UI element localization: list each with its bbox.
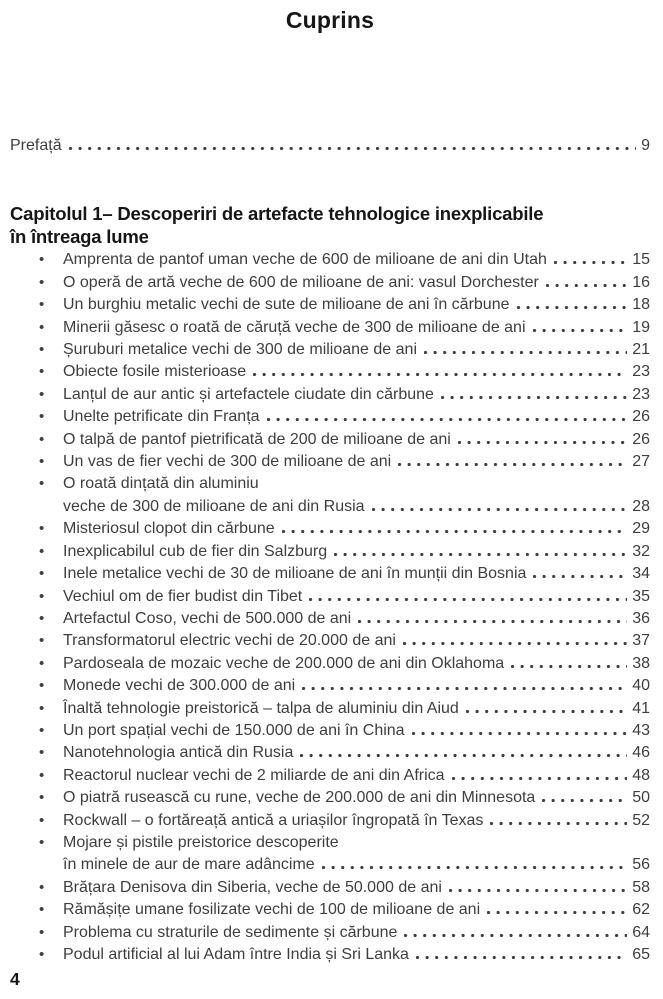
toc-entry-line [10, 877, 650, 899]
entry-text: Inexplicabilul cub de fier din Salzburg [63, 542, 328, 560]
bullet-icon: • [39, 721, 45, 739]
bullet-icon: • [39, 609, 45, 627]
page-footer-number: 4 [10, 969, 20, 989]
toc-entry-line [10, 563, 650, 585]
bullet-icon: • [39, 744, 45, 762]
toc-entry-line [10, 854, 650, 876]
dot-leader [300, 754, 627, 757]
toc-entry-line [10, 630, 650, 652]
entry-text: Minerii găsesc o roată de căruță veche de 300 de milioane de ani [63, 318, 526, 336]
entry-page-number: 15 [632, 251, 650, 269]
entry-text: veche de 300 de milioane de ani din Rusia [63, 497, 365, 515]
entry-text: O operă de artă veche de 600 de milioane de ani: vasul Dorchester [63, 273, 539, 291]
entry-text: Un vas de fier vechi de 300 de milioane de ani [63, 453, 392, 471]
bullet-icon: • [39, 341, 45, 359]
bullet-icon: • [39, 363, 45, 381]
bullet-icon: • [39, 430, 45, 448]
bullet-icon: • [39, 475, 45, 493]
bullet-icon: • [39, 453, 45, 471]
entry-text: Podul artificial al lui Adam între India și Sri Lanka [63, 946, 409, 963]
entry-text: Brățara Denisova din Siberia, veche de 50.000 de ani [63, 878, 442, 896]
dot-leader [449, 889, 627, 892]
dot-leader [542, 799, 627, 802]
entry-text: Vechiul om de fier budist din Tibet [63, 587, 303, 605]
entry-page-number: 62 [632, 901, 650, 919]
entry-text: Șuruburi metalice vechi de 300 de milioane de ani [63, 341, 417, 359]
entry-page-number: 50 [632, 789, 650, 807]
toc-entry-line [10, 541, 650, 563]
entry-text: în minele de aur de mare adâncime [63, 856, 315, 874]
dot-leader [302, 687, 627, 690]
bullet-icon: • [39, 833, 45, 851]
dot-leader [487, 911, 627, 914]
entry-text: O roată dințată din aluminiu [63, 475, 259, 493]
dot-leader [424, 351, 627, 354]
dot-leader [554, 261, 627, 264]
entry-page-number: 18 [632, 296, 650, 314]
toc-entry-line [10, 944, 650, 966]
entry-page-number: 37 [632, 632, 650, 650]
toc-entry-line [10, 317, 650, 339]
bullet-icon: • [39, 251, 45, 269]
entry-page-number: 16 [632, 273, 650, 291]
entry-page-number: 35 [632, 587, 650, 605]
bullet-icon: • [39, 587, 45, 605]
bullet-icon: • [39, 385, 45, 403]
entry-text: Problema cu straturile de sedimente și cărbune [63, 923, 398, 941]
bullet-icon: • [39, 677, 45, 695]
dot-leader [253, 373, 627, 376]
entry-text: Lanțul de aur antic și artefactele ciudate din cărbune [63, 385, 434, 403]
dot-leader [458, 441, 627, 444]
toc-entry-line [10, 675, 650, 697]
toc-entry-line [10, 272, 650, 294]
dot-leader [416, 956, 627, 959]
entry-page-number: 41 [632, 699, 650, 717]
dot-leader [533, 575, 627, 578]
entry-text: Mojare și pistile preistorice descoperite [63, 833, 339, 851]
entry-page-number: 38 [632, 654, 650, 672]
chapter-heading-line1: Capitolul 1– Descoperiri de artefacte tehnologice inexplicabile [10, 203, 544, 225]
toc-entry-line [10, 249, 650, 271]
entry-page-number: 23 [632, 363, 650, 381]
entry-page-number: 26 [632, 408, 650, 426]
toc-entry-line [10, 742, 650, 764]
chapter-heading [10, 202, 650, 248]
entry-text: O piatră rusească cu rune, veche de 200.000 de ani din Minnesota [63, 789, 536, 807]
bullet-icon: • [39, 878, 45, 896]
toc-entry-line [10, 899, 650, 921]
toc-entry-line [10, 765, 650, 787]
toc-list [10, 249, 650, 966]
bullet-icon: • [39, 542, 45, 560]
dot-leader [517, 306, 628, 309]
entry-text: Obiecte fosile misterioase [63, 363, 247, 381]
entry-page-number: 21 [632, 341, 650, 359]
dot-leader [267, 418, 628, 421]
entry-page-number: 52 [632, 811, 650, 829]
bullet-icon: • [39, 699, 45, 717]
bullet-icon: • [39, 318, 45, 336]
toc-entry-line [10, 361, 650, 383]
dot-leader [358, 620, 627, 623]
toc-entry-line [10, 698, 650, 720]
bullet-icon: • [39, 296, 45, 314]
preface-page-number: 9 [641, 137, 650, 154]
dot-leader [322, 866, 628, 869]
entry-text: Rămășițe umane fosilizate vechi de 100 de milioane de ani [63, 901, 481, 919]
entry-text: Artefactul Coso, vechi de 500.000 de ani [63, 609, 352, 627]
chapter-heading-line2: în întreaga lume [10, 226, 149, 248]
dot-leader [490, 822, 627, 825]
bullet-icon: • [39, 632, 45, 650]
entry-text: Unelte petrificate din Franța [63, 408, 260, 426]
entry-text: Un port spațial vechi de 150.000 de ani în China [63, 721, 405, 739]
dot-leader [404, 934, 627, 937]
preface-entry [10, 135, 650, 157]
entry-page-number: 19 [632, 318, 650, 336]
entry-page-number: 34 [632, 565, 650, 583]
bullet-icon: • [39, 273, 45, 291]
toc-entry-line [10, 810, 650, 832]
toc-entry-line [10, 451, 650, 473]
dot-leader [282, 530, 628, 533]
toc-entry-line [10, 586, 650, 608]
bullet-icon: • [39, 654, 45, 672]
dot-leader [452, 777, 628, 780]
entry-page-number: 40 [632, 677, 650, 695]
entry-text: Reactorul nuclear vechi de 2 miliarde de ani din Africa [63, 766, 445, 784]
entry-page-number: 29 [632, 520, 650, 538]
entry-page-number: 43 [632, 721, 650, 739]
toc-entry-line [10, 406, 650, 428]
bullet-icon: • [39, 408, 45, 426]
dot-leader [533, 329, 628, 332]
dot-leader [466, 710, 627, 713]
entry-page-number: 27 [632, 453, 650, 471]
toc-entry-line [10, 787, 650, 809]
toc-entry-line [10, 496, 650, 518]
dot-leader [69, 147, 637, 150]
entry-text: Înaltă tehnologie preistorică – talpa de aluminiu din Aiud [63, 699, 459, 717]
bullet-icon: • [39, 923, 45, 941]
toc-entry-line [10, 653, 650, 675]
entry-text: O talpă de pantof pietrificată de 200 de milioane de ani [63, 430, 451, 448]
dot-leader [334, 553, 627, 556]
dot-leader [511, 665, 627, 668]
dot-leader [398, 463, 627, 466]
toc-entry-line [10, 608, 650, 630]
entry-text: Inele metalice vechi de 30 de milioane de ani în munții din Bosnia [63, 565, 527, 583]
entry-page-number: 36 [632, 609, 650, 627]
toc-entry-line [10, 832, 650, 854]
toc-entry-line [10, 473, 650, 495]
toc-entry-line [10, 922, 650, 944]
preface-label: Prefață [10, 137, 62, 154]
toc-entry-line [10, 384, 650, 406]
toc-entry-line [10, 720, 650, 742]
toc-entry-line [10, 429, 650, 451]
entry-page-number: 56 [632, 856, 650, 874]
toc-entry-line [10, 294, 650, 316]
entry-page-number: 26 [632, 430, 650, 448]
bullet-icon: • [39, 789, 45, 807]
entry-text: Un burghiu metalic vechi de sute de milioane de ani în cărbune [63, 296, 510, 314]
entry-text: Transformatorul electric vechi de 20.000 de ani [63, 632, 396, 650]
entry-page-number: 23 [632, 385, 650, 403]
bullet-icon: • [39, 520, 45, 538]
dot-leader [546, 284, 627, 287]
entry-page-number: 32 [632, 542, 650, 560]
dot-leader [372, 508, 628, 511]
dot-leader [412, 732, 628, 735]
entry-page-number: 28 [632, 497, 650, 515]
dot-leader [441, 396, 627, 399]
entry-text: Amprenta de pantof uman veche de 600 de milioane de ani din Utah [63, 251, 547, 269]
entry-page-number: 65 [632, 946, 650, 963]
toc-entry-line [10, 339, 650, 361]
entry-text: Pardoseala de mozaic veche de 200.000 de ani din Oklahoma [63, 654, 505, 672]
entry-page-number: 48 [632, 766, 650, 784]
dot-leader [309, 598, 627, 601]
toc-entry-line [10, 518, 650, 540]
entry-text: Monede vechi de 300.000 de ani [63, 677, 296, 695]
entry-text: Rockwall – o fortăreață antică a uriașilor îngropată în Texas [63, 811, 484, 829]
entry-page-number: 58 [632, 878, 650, 896]
bullet-icon: • [39, 811, 45, 829]
bullet-icon: • [39, 946, 45, 963]
dot-leader [403, 642, 627, 645]
entry-text: Nanotehnologia antică din Rusia [63, 744, 294, 762]
entry-page-number: 46 [632, 744, 650, 762]
bullet-icon: • [39, 766, 45, 784]
entry-page-number: 64 [632, 923, 650, 941]
entry-text: Misteriosul clopot din cărbune [63, 520, 275, 538]
bullet-icon: • [39, 901, 45, 919]
bullet-icon: • [39, 565, 45, 583]
page-title: Cuprins [285, 7, 375, 33]
